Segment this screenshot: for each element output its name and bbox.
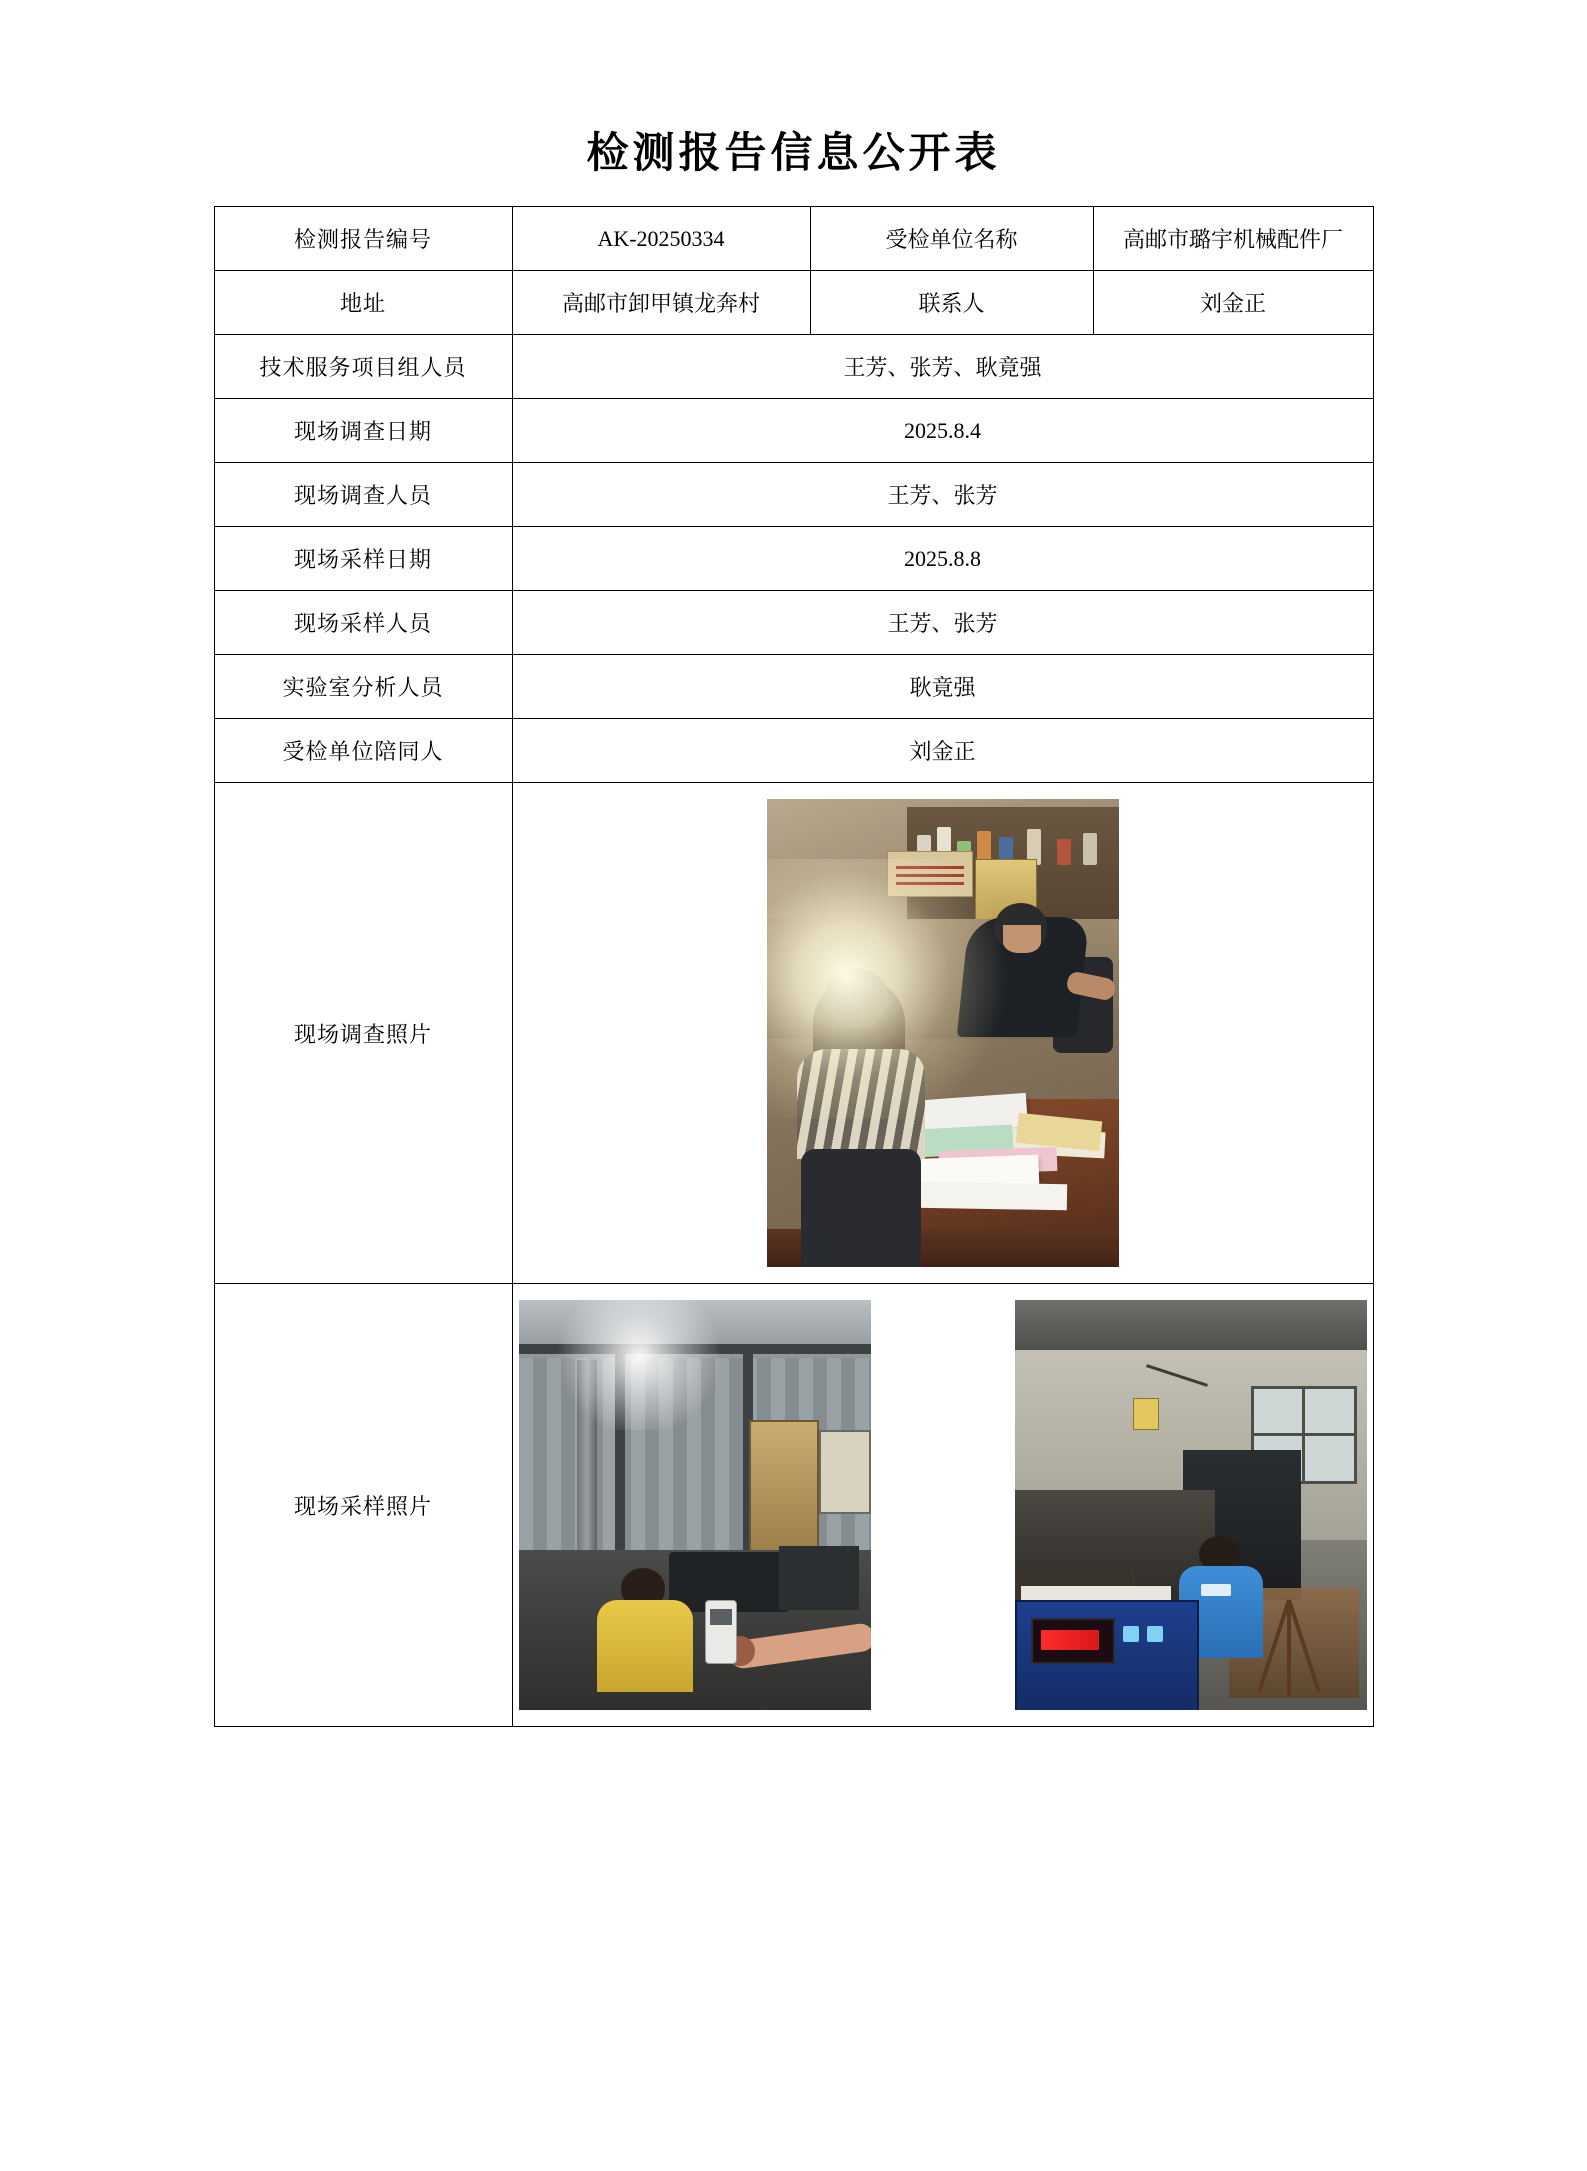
- instrument-button-shape: [1123, 1626, 1139, 1642]
- instrument-display-shape: [1031, 1618, 1115, 1664]
- table-row: [214, 591, 1373, 655]
- site-survey-photo-1: [767, 799, 1119, 1267]
- poster-shape: [1133, 1398, 1159, 1430]
- table-row: [214, 207, 1373, 271]
- row-label-survey-photos: 现场调查照片: [214, 783, 512, 1284]
- row-label-survey-date: 现场调查日期: [214, 399, 512, 463]
- row-value-report-number: AK-20250334: [512, 207, 810, 271]
- row-value-company-name: 高邮市璐宇机械配件厂: [1093, 207, 1373, 271]
- survey-photo-wrap: [519, 799, 1367, 1267]
- row-label-project-team: 技术服务项目组人员: [214, 335, 512, 399]
- row-value-accompanying-person: 刘金正: [512, 719, 1373, 783]
- table-row: [214, 719, 1373, 783]
- sampling-photo-wrap: [519, 1300, 1367, 1710]
- instrument-button-shape-2: [1147, 1626, 1163, 1642]
- row-label-company-name: 受检单位名称: [810, 207, 1093, 271]
- roof-shape: [1015, 1300, 1367, 1354]
- survey-photo-cell: [512, 783, 1373, 1284]
- report-info-table: [214, 206, 1374, 1727]
- sun-glare-shape: [767, 859, 1027, 1119]
- row-value-sampling-staff: 王芳、张芳: [512, 591, 1373, 655]
- row-value-sampling-date: 2025.8.8: [512, 527, 1373, 591]
- table-row: [214, 655, 1373, 719]
- window-shape: [819, 1430, 871, 1514]
- site-sampling-photo-2: [1015, 1300, 1367, 1710]
- site-sampling-photo-1: [519, 1300, 871, 1710]
- door-shape: [749, 1420, 819, 1554]
- row-value-survey-staff: 王芳、张芳: [512, 463, 1373, 527]
- person2-pants-shape: [801, 1149, 921, 1267]
- row-value-address: 高邮市卸甲镇龙奔村: [512, 271, 810, 335]
- table-row-survey-photos: [214, 783, 1373, 1284]
- table-row: [214, 463, 1373, 527]
- page-title: 检测报告信息公开表: [586, 131, 1001, 177]
- row-label-report-number: 检测报告编号: [214, 207, 512, 271]
- table-row-sampling-photos: [214, 1284, 1373, 1727]
- row-label-sampling-photos: 现场采样照片: [214, 1284, 512, 1727]
- row-value-lab-analyst: 耿竟强: [512, 655, 1373, 719]
- sampling-photo-cell: [512, 1284, 1373, 1727]
- table-row: [214, 335, 1373, 399]
- row-label-accompanying-person: 受检单位陪同人: [214, 719, 512, 783]
- machine-shape-2: [779, 1546, 859, 1610]
- row-value-survey-date: 2025.8.4: [512, 399, 1373, 463]
- document-page: [0, 120, 1587, 2171]
- row-value-project-team: 王芳、张芳、耿竟强: [512, 335, 1373, 399]
- document-stack-shape-2: [916, 1182, 1066, 1211]
- row-label-survey-staff: 现场调查人员: [214, 463, 512, 527]
- table-row: [214, 271, 1373, 335]
- row-label-address: 地址: [214, 271, 512, 335]
- table-row: [214, 399, 1373, 463]
- worker-uniform-logo-shape: [1201, 1584, 1231, 1596]
- noise-meter-shape: [705, 1600, 737, 1664]
- row-label-sampling-staff: 现场采样人员: [214, 591, 512, 655]
- row-label-lab-analyst: 实验室分析人员: [214, 655, 512, 719]
- sun-glare-shape: [549, 1300, 729, 1430]
- row-label-contact: 联系人: [810, 271, 1093, 335]
- worker-body-shape: [597, 1600, 693, 1692]
- row-value-contact: 刘金正: [1093, 271, 1373, 335]
- table-row: [214, 527, 1373, 591]
- row-label-sampling-date: 现场采样日期: [214, 527, 512, 591]
